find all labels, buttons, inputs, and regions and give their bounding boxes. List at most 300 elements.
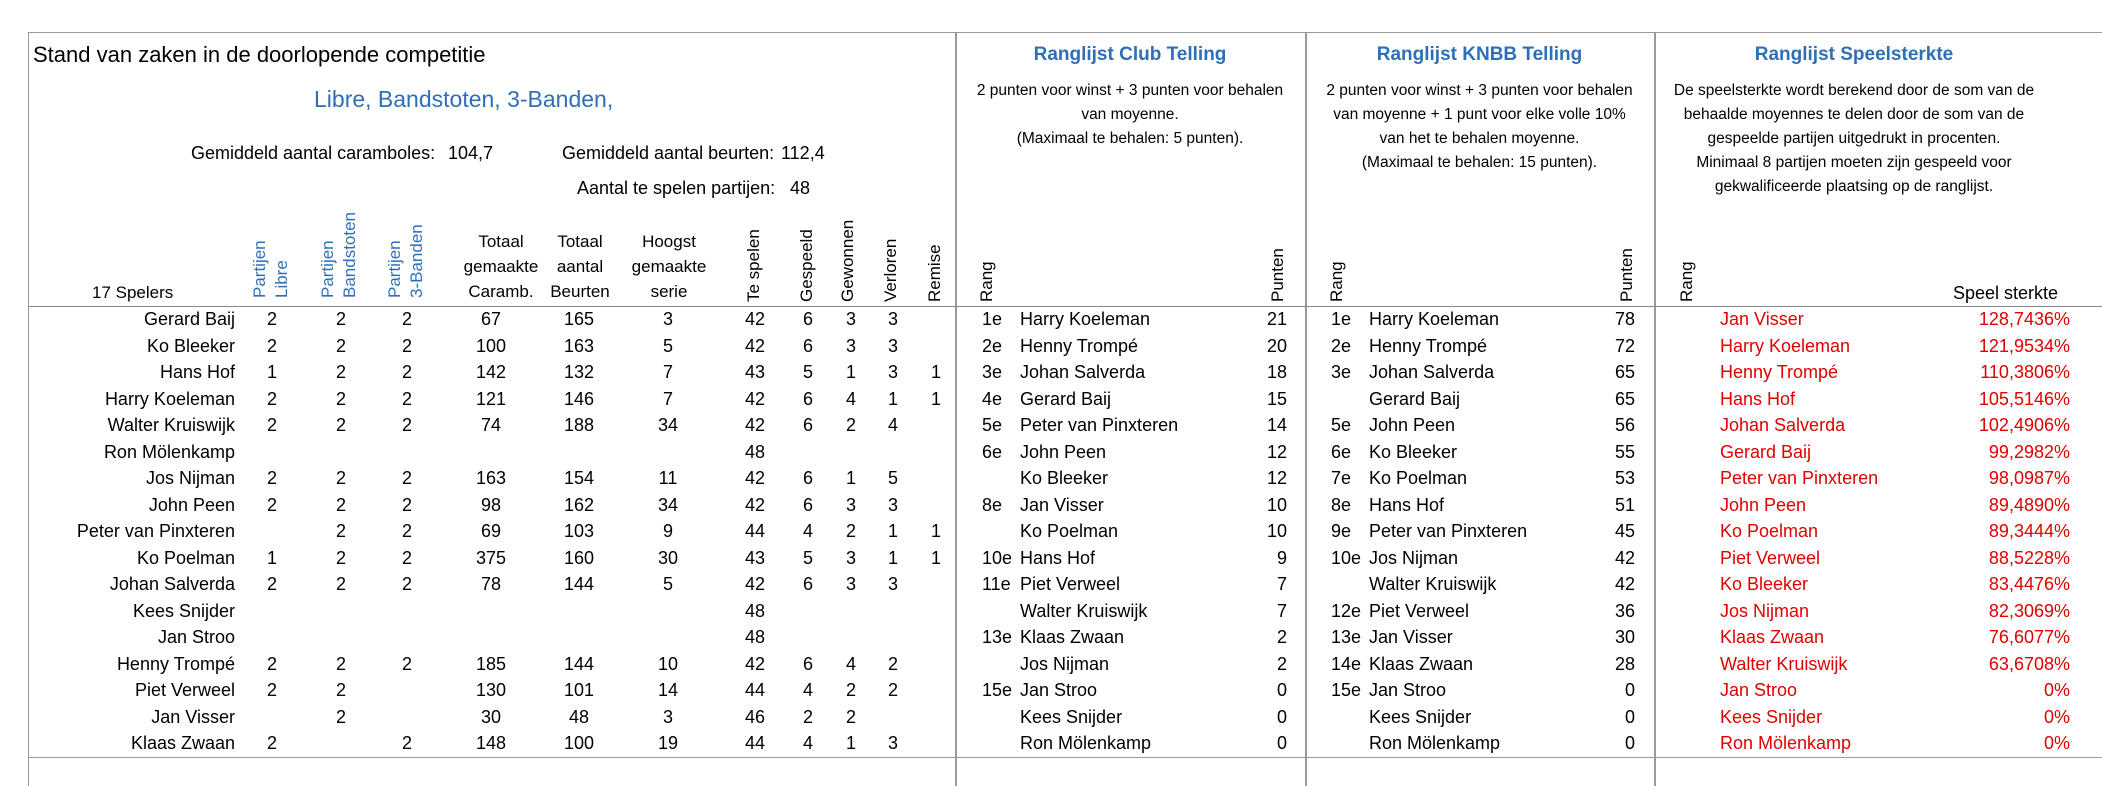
partijen-bandstoten-cell: 2: [335, 388, 346, 409]
table-row: [0, 306, 2102, 333]
table-row: [0, 730, 2102, 757]
te-spelen-label: Aantal te spelen partijen:: [577, 178, 776, 198]
club-name-cell: Peter van Pinxteren: [1020, 415, 1179, 435]
club-name-cell: Ron Mölenkamp: [1020, 733, 1152, 753]
knbb-name-cell: Johan Salverda: [1369, 362, 1495, 382]
totaal-caramb-cell: 130: [475, 680, 507, 700]
speel-name-cell: Jan Visser: [1720, 309, 1804, 329]
totaal-caramb-cell: 142: [475, 362, 507, 382]
knbb-name-cell: Jos Nijman: [1369, 547, 1459, 568]
te-spelen-cell: 42: [744, 468, 766, 488]
verloren-cell: 2: [887, 680, 898, 700]
speel-value-cell: 102,4906%: [1978, 415, 2070, 435]
speel-value-cell: 98,0987%: [1988, 468, 2070, 488]
partijen-bandstoten-cell: 2: [335, 415, 346, 435]
te-spelen-cell: 48: [744, 441, 766, 462]
speel-name-cell: Ron Mölenkamp: [1720, 733, 1852, 753]
knbb-punten-header: Punten: [1617, 248, 1636, 302]
speel-name-cell: Henny Trompé: [1720, 362, 1839, 382]
club-rang-cell: 6e: [982, 441, 1003, 462]
gespeeld-cell: 5: [802, 547, 813, 568]
knbb-punten-cell: 78: [1614, 309, 1635, 329]
verloren-cell: 3: [887, 309, 898, 329]
gewonnen-cell: 3: [845, 494, 856, 515]
speel-note-3: gespeelde partijen uitgedrukt in procenten.: [1707, 130, 2001, 147]
club-rang-cell: 3e: [982, 362, 1003, 382]
avg-caramboles-label: Gemiddeld aantal caramboles:: [191, 143, 436, 163]
te-spelen-cell: 46: [744, 706, 766, 727]
header-partijen-bandstoten-1: Partijen: [318, 240, 337, 298]
header-hoogst-3: serie: [650, 282, 688, 301]
partijen-3banden-cell: 2: [401, 494, 412, 515]
partijen-libre-cell: 2: [266, 415, 277, 435]
club-punten-cell: 2: [1276, 653, 1287, 674]
club-rang-header: Rang: [977, 261, 996, 302]
knbb-punten-cell: 36: [1614, 600, 1635, 621]
gewonnen-cell: 4: [845, 388, 856, 409]
te-spelen-cell: 48: [744, 627, 766, 647]
speel-value-cell: 0%: [2043, 680, 2070, 700]
club-rang-cell: 15e: [982, 680, 1013, 700]
table-row: [0, 704, 2102, 731]
totaal-beurten-cell: 163: [563, 335, 595, 356]
hoogst-serie-cell: 30: [657, 547, 679, 568]
knbb-note-3: van het te behalen moyenne.: [1379, 130, 1580, 147]
partijen-3banden-cell: 2: [401, 388, 412, 409]
speel-name-cell: Harry Koeleman: [1720, 335, 1851, 356]
partijen-bandstoten-cell: 2: [335, 653, 346, 674]
partijen-3banden-cell: 2: [401, 362, 412, 382]
header-totaal-caramb-2: gemaakte: [463, 257, 539, 276]
player-name: Johan Salverda: [109, 574, 235, 594]
knbb-punten-cell: 45: [1614, 521, 1635, 541]
header-te-spelen: Te spelen: [744, 229, 763, 302]
te-spelen-cell: 42: [744, 653, 766, 674]
totaal-beurten-cell: 144: [563, 653, 595, 674]
player-name: Piet Verweel: [134, 680, 235, 700]
gespeeld-cell: 6: [802, 335, 813, 356]
speel-value-cell: 0%: [2043, 733, 2070, 753]
club-note-3: (Maximaal te behalen: 5 punten).: [1016, 130, 1244, 147]
club-punten-cell: 12: [1266, 441, 1287, 462]
knbb-punten-cell: 72: [1614, 335, 1635, 356]
speel-note-5: gekwalificeerde plaatsing op de ranglijst.: [1714, 178, 1994, 195]
totaal-beurten-cell: 101: [563, 680, 595, 700]
table-row: [0, 412, 2102, 439]
knbb-name-cell: Walter Kruiswijk: [1369, 574, 1497, 594]
avg-beurten-label: Gemiddeld aantal beurten:: [562, 143, 775, 163]
remise-cell: 1: [930, 388, 941, 409]
te-spelen-cell: 43: [744, 362, 766, 382]
hoogst-serie-cell: 14: [657, 680, 679, 700]
club-rang-cell: 2e: [982, 335, 1003, 356]
gespeeld-cell: 5: [802, 362, 813, 382]
remise-cell: 1: [930, 362, 941, 382]
gewonnen-cell: 2: [845, 680, 856, 700]
totaal-caramb-cell: 67: [480, 309, 502, 329]
club-punten-cell: 10: [1266, 494, 1287, 515]
player-name: Jos Nijman: [145, 468, 235, 488]
speel-value-cell: 76,6077%: [1988, 627, 2070, 647]
knbb-punten-cell: 51: [1614, 494, 1635, 515]
te-spelen-cell: 42: [744, 335, 766, 356]
gewonnen-cell: 2: [845, 521, 856, 541]
club-punten-cell: 7: [1276, 574, 1287, 594]
totaal-beurten-cell: 160: [563, 547, 595, 568]
speel-name-cell: Walter Kruiswijk: [1720, 653, 1848, 674]
knbb-rang-cell: 8e: [1331, 494, 1352, 515]
totaal-caramb-cell: 74: [480, 415, 502, 435]
totaal-caramb-cell: 375: [475, 547, 507, 568]
partijen-3banden-cell: 2: [401, 574, 412, 594]
club-name-cell: Johan Salverda: [1020, 362, 1146, 382]
club-name-cell: Ko Poelman: [1020, 521, 1119, 541]
totaal-caramb-cell: 78: [480, 574, 502, 594]
totaal-beurten-cell: 132: [563, 362, 595, 382]
player-name: John Peen: [148, 494, 235, 515]
speel-note-2: behaalde moyennes te delen door de som van de: [1683, 106, 2025, 123]
speel-name-cell: Johan Salverda: [1720, 415, 1846, 435]
club-name-cell: Kees Snijder: [1020, 706, 1123, 727]
knbb-name-cell: Klaas Zwaan: [1369, 653, 1474, 674]
club-punten-cell: 0: [1276, 733, 1287, 753]
speel-name-cell: Ko Poelman: [1720, 521, 1819, 541]
club-punten-cell: 0: [1276, 680, 1287, 700]
speel-value-cell: 89,4890%: [1988, 494, 2070, 515]
table-bottom-line: [28, 757, 2102, 758]
club-name-cell: Jan Stroo: [1020, 680, 1098, 700]
club-name-cell: Jan Visser: [1020, 494, 1104, 515]
club-punten-cell: 10: [1266, 521, 1287, 541]
knbb-punten-cell: 65: [1614, 388, 1635, 409]
speel-value-cell: 83,4476%: [1988, 574, 2070, 594]
partijen-bandstoten-cell: 2: [335, 362, 346, 382]
header-hoogst-2: gemaakte: [631, 257, 707, 276]
remise-cell: 1: [930, 547, 941, 568]
player-name: Ron Mölenkamp: [103, 441, 235, 462]
verloren-cell: 4: [887, 415, 898, 435]
player-name: Kees Snijder: [132, 600, 235, 621]
avg-beurten-value: 112,4: [781, 143, 825, 163]
hoogst-serie-cell: 3: [662, 309, 673, 329]
header-totaal-caramb-3: Caramb.: [468, 282, 534, 301]
partijen-libre-cell: 2: [266, 653, 277, 674]
knbb-rang-cell: 1e: [1331, 309, 1352, 329]
verloren-cell: 3: [887, 574, 898, 594]
club-name-cell: Harry Koeleman: [1020, 309, 1151, 329]
te-spelen-value: 48: [790, 178, 811, 198]
hoogst-serie-cell: 34: [657, 494, 679, 515]
totaal-caramb-cell: 148: [475, 733, 507, 753]
club-title: Ranglijst Club Telling: [1033, 44, 1227, 65]
totaal-beurten-cell: 188: [563, 415, 595, 435]
club-punten-cell: 21: [1266, 309, 1287, 329]
club-punten-cell: 0: [1276, 706, 1287, 727]
table-row: [0, 359, 2102, 386]
knbb-rang-cell: 12e: [1331, 600, 1362, 621]
gewonnen-cell: 1: [845, 362, 856, 382]
speel-name-cell: Hans Hof: [1720, 388, 1796, 409]
verloren-cell: 1: [887, 521, 898, 541]
club-name-cell: Hans Hof: [1020, 547, 1096, 568]
club-note-2: van moyenne.: [1081, 106, 1179, 123]
knbb-name-cell: Kees Snijder: [1369, 706, 1472, 727]
table-row: [0, 624, 2102, 651]
speel-value-cell: 82,3069%: [1988, 600, 2070, 621]
gespeeld-cell: 6: [802, 309, 813, 329]
club-rang-cell: 1e: [982, 309, 1003, 329]
verloren-cell: 2: [887, 653, 898, 674]
totaal-caramb-cell: 30: [480, 706, 502, 727]
speel-value-header: Speel sterkte: [1953, 283, 2059, 303]
partijen-bandstoten-cell: 2: [335, 521, 346, 541]
gewonnen-cell: 4: [845, 653, 856, 674]
knbb-note-4: (Maximaal te behalen: 15 punten).: [1361, 154, 1598, 171]
club-rang-cell: 11e: [982, 574, 1011, 594]
totaal-beurten-cell: 165: [563, 309, 595, 329]
knbb-punten-cell: 42: [1614, 547, 1635, 568]
speel-name-cell: Peter van Pinxteren: [1720, 468, 1879, 488]
te-spelen-cell: 44: [744, 680, 766, 700]
header-totaal-beurten-1: Totaal: [557, 232, 603, 251]
top-border: [28, 32, 2102, 33]
table-row: [0, 386, 2102, 413]
header-verloren: Verloren: [881, 238, 900, 302]
hoogst-serie-cell: 19: [657, 733, 679, 753]
totaal-caramb-cell: 100: [475, 335, 507, 356]
header-totaal-beurten-2: aantal: [556, 257, 604, 276]
club-rang-cell: 5e: [982, 415, 1003, 435]
speel-name-cell: Klaas Zwaan: [1720, 627, 1825, 647]
speel-note-4: Minimaal 8 partijen moeten zijn gespeeld voor: [1696, 154, 2012, 171]
partijen-libre-cell: 2: [266, 733, 277, 753]
partijen-libre-cell: 2: [266, 388, 277, 409]
totaal-beurten-cell: 146: [563, 388, 595, 409]
header-partijen-libre-2: Libre: [272, 260, 291, 298]
gewonnen-cell: 2: [845, 415, 856, 435]
club-rang-cell: 4e: [982, 388, 1003, 409]
club-rang-cell: 10e: [982, 547, 1013, 568]
knbb-name-cell: Jan Stroo: [1369, 680, 1447, 700]
club-punten-header: Punten: [1268, 248, 1287, 302]
partijen-bandstoten-cell: 2: [335, 309, 346, 329]
table-row: [0, 518, 2102, 545]
knbb-name-cell: Jan Visser: [1369, 627, 1453, 647]
gespeeld-cell: 6: [802, 574, 813, 594]
table-row: [0, 492, 2102, 519]
header-gespeeld: Gespeeld: [797, 229, 816, 302]
partijen-libre-cell: 1: [266, 547, 277, 568]
gespeeld-cell: 4: [802, 680, 813, 700]
totaal-beurten-cell: 154: [563, 468, 595, 488]
header-spelers: 17 Spelers: [92, 283, 174, 302]
totaal-beurten-cell: 100: [563, 733, 595, 753]
knbb-punten-cell: 0: [1624, 706, 1635, 727]
club-name-cell: Gerard Baij: [1020, 388, 1112, 409]
partijen-3banden-cell: 2: [401, 309, 412, 329]
knbb-name-cell: Ron Mölenkamp: [1369, 733, 1501, 753]
totaal-caramb-cell: 121: [475, 388, 507, 409]
player-name: Ko Poelman: [136, 547, 235, 568]
knbb-rang-cell: 3e: [1331, 362, 1352, 382]
gespeeld-cell: 6: [802, 388, 813, 409]
te-spelen-cell: 44: [744, 521, 766, 541]
gewonnen-cell: 1: [845, 468, 856, 488]
page-subtitle: Libre, Bandstoten, 3-Banden,: [314, 86, 614, 112]
totaal-beurten-cell: 103: [563, 521, 595, 541]
speel-name-cell: Piet Verweel: [1720, 547, 1821, 568]
hoogst-serie-cell: 11: [658, 468, 678, 488]
gewonnen-cell: 3: [845, 547, 856, 568]
verloren-cell: 1: [887, 547, 898, 568]
speel-name-cell: Jan Stroo: [1720, 680, 1798, 700]
knbb-punten-cell: 55: [1614, 441, 1635, 462]
totaal-beurten-cell: 48: [568, 706, 590, 727]
speel-value-cell: 110,3806%: [1980, 362, 2070, 382]
knbb-name-cell: Piet Verweel: [1369, 600, 1470, 621]
knbb-name-cell: Henny Trompé: [1369, 335, 1488, 356]
gespeeld-cell: 6: [802, 653, 813, 674]
header-totaal-caramb-1: Totaal: [478, 232, 524, 251]
speel-name-cell: Jos Nijman: [1720, 600, 1810, 621]
totaal-caramb-cell: 185: [475, 653, 507, 674]
header-gewonnen: Gewonnen: [838, 219, 857, 302]
partijen-libre-cell: 2: [266, 574, 277, 594]
hoogst-serie-cell: 7: [662, 362, 673, 382]
verloren-cell: 5: [887, 468, 898, 488]
partijen-bandstoten-cell: 2: [335, 680, 346, 700]
header-remise: Remise: [925, 244, 944, 302]
verloren-cell: 3: [887, 733, 898, 753]
knbb-punten-cell: 65: [1614, 362, 1635, 382]
partijen-libre-cell: 2: [266, 335, 277, 356]
player-name: Harry Koeleman: [104, 388, 235, 409]
verloren-cell: 3: [887, 335, 898, 356]
header-partijen-3banden-2: 3-Banden: [407, 224, 426, 298]
knbb-name-cell: Ko Bleeker: [1369, 441, 1458, 462]
knbb-rang-cell: 10e: [1331, 547, 1362, 568]
gewonnen-cell: 3: [845, 574, 856, 594]
speel-value-cell: 105,5146%: [1978, 388, 2070, 409]
header-partijen-libre-1: Partijen: [250, 240, 269, 298]
gespeeld-cell: 4: [802, 733, 813, 753]
partijen-3banden-cell: 2: [401, 733, 412, 753]
club-name-cell: Henny Trompé: [1020, 335, 1139, 356]
speel-title: Ranglijst Speelsterkte: [1754, 44, 1954, 65]
knbb-note-1: 2 punten voor winst + 3 punten voor behalen: [1326, 82, 1633, 99]
knbb-name-cell: Harry Koeleman: [1369, 309, 1500, 329]
hoogst-serie-cell: 9: [662, 521, 673, 541]
header-hoogst-1: Hoogst: [642, 232, 696, 251]
table-row: [0, 651, 2102, 678]
speel-rang-header: Rang: [1677, 261, 1696, 302]
club-punten-cell: 20: [1266, 335, 1287, 356]
verloren-cell: 3: [887, 494, 898, 515]
speel-name-cell: Ko Bleeker: [1720, 574, 1809, 594]
hoogst-serie-cell: 5: [662, 574, 673, 594]
player-name: Jan Stroo: [157, 627, 235, 647]
club-punten-cell: 2: [1276, 627, 1287, 647]
te-spelen-cell: 48: [744, 600, 766, 621]
partijen-bandstoten-cell: 2: [335, 335, 346, 356]
player-name: Gerard Baij: [143, 309, 235, 329]
hoogst-serie-cell: 3: [662, 706, 673, 727]
speel-value-cell: 88,5228%: [1988, 547, 2070, 568]
partijen-libre-cell: 1: [266, 362, 277, 382]
verloren-cell: 1: [887, 388, 898, 409]
knbb-punten-cell: 56: [1614, 415, 1635, 435]
te-spelen-cell: 42: [744, 388, 766, 409]
te-spelen-cell: 43: [744, 547, 766, 568]
knbb-name-cell: Ko Poelman: [1369, 468, 1468, 488]
player-name: Jan Visser: [151, 706, 235, 727]
table-row: [0, 545, 2102, 572]
club-punten-cell: 12: [1266, 468, 1287, 488]
speel-value-cell: 99,2982%: [1988, 441, 2070, 462]
club-punten-cell: 18: [1266, 362, 1287, 382]
table-row: [0, 439, 2102, 466]
totaal-caramb-cell: 163: [475, 468, 507, 488]
club-name-cell: Ko Bleeker: [1020, 468, 1109, 488]
gewonnen-cell: 3: [845, 309, 856, 329]
header-partijen-3banden-1: Partijen: [385, 240, 404, 298]
remise-cell: 1: [930, 521, 941, 541]
hoogst-serie-cell: 34: [657, 415, 679, 435]
partijen-libre-cell: 2: [266, 680, 277, 700]
knbb-rang-cell: 14e: [1331, 653, 1362, 674]
gespeeld-cell: 6: [802, 415, 813, 435]
knbb-rang-cell: 6e: [1331, 441, 1352, 462]
knbb-note-2: van moyenne + 1 punt voor elke volle 10%: [1333, 106, 1626, 123]
knbb-rang-cell: 2e: [1331, 335, 1352, 356]
te-spelen-cell: 42: [744, 309, 766, 329]
table-row: [0, 677, 2102, 704]
totaal-caramb-cell: 98: [480, 494, 502, 515]
club-punten-cell: 15: [1266, 388, 1287, 409]
gewonnen-cell: 2: [845, 706, 856, 727]
speel-name-cell: Kees Snijder: [1720, 706, 1823, 727]
te-spelen-cell: 42: [744, 494, 766, 515]
totaal-beurten-cell: 144: [563, 574, 595, 594]
player-name: Ko Bleeker: [146, 335, 235, 356]
knbb-rang-cell: 15e: [1331, 680, 1362, 700]
verloren-cell: 3: [887, 362, 898, 382]
avg-caramboles-value: 104,7: [448, 143, 494, 163]
table-row: [0, 571, 2102, 598]
player-name: Henny Trompé: [116, 653, 235, 674]
club-rang-cell: 13e: [982, 627, 1013, 647]
totaal-caramb-cell: 69: [480, 521, 502, 541]
knbb-punten-cell: 53: [1614, 468, 1635, 488]
knbb-name-cell: John Peen: [1369, 415, 1456, 435]
knbb-punten-cell: 42: [1614, 574, 1635, 594]
partijen-bandstoten-cell: 2: [335, 468, 346, 488]
speel-value-cell: 89,3444%: [1988, 521, 2070, 541]
club-rang-cell: 8e: [982, 494, 1003, 515]
header-totaal-beurten-3: Beurten: [550, 282, 610, 301]
club-name-cell: John Peen: [1020, 441, 1107, 462]
speel-name-cell: Gerard Baij: [1720, 441, 1812, 462]
gespeeld-cell: 2: [802, 706, 813, 727]
te-spelen-cell: 42: [744, 415, 766, 435]
club-punten-cell: 9: [1276, 547, 1287, 568]
table-row: [0, 598, 2102, 625]
player-name: Peter van Pinxteren: [76, 521, 235, 541]
club-punten-cell: 14: [1266, 415, 1287, 435]
page-title: Stand van zaken in de doorlopende competitie: [33, 42, 486, 67]
knbb-punten-cell: 30: [1614, 627, 1635, 647]
speel-value-cell: 63,6708%: [1988, 653, 2070, 674]
